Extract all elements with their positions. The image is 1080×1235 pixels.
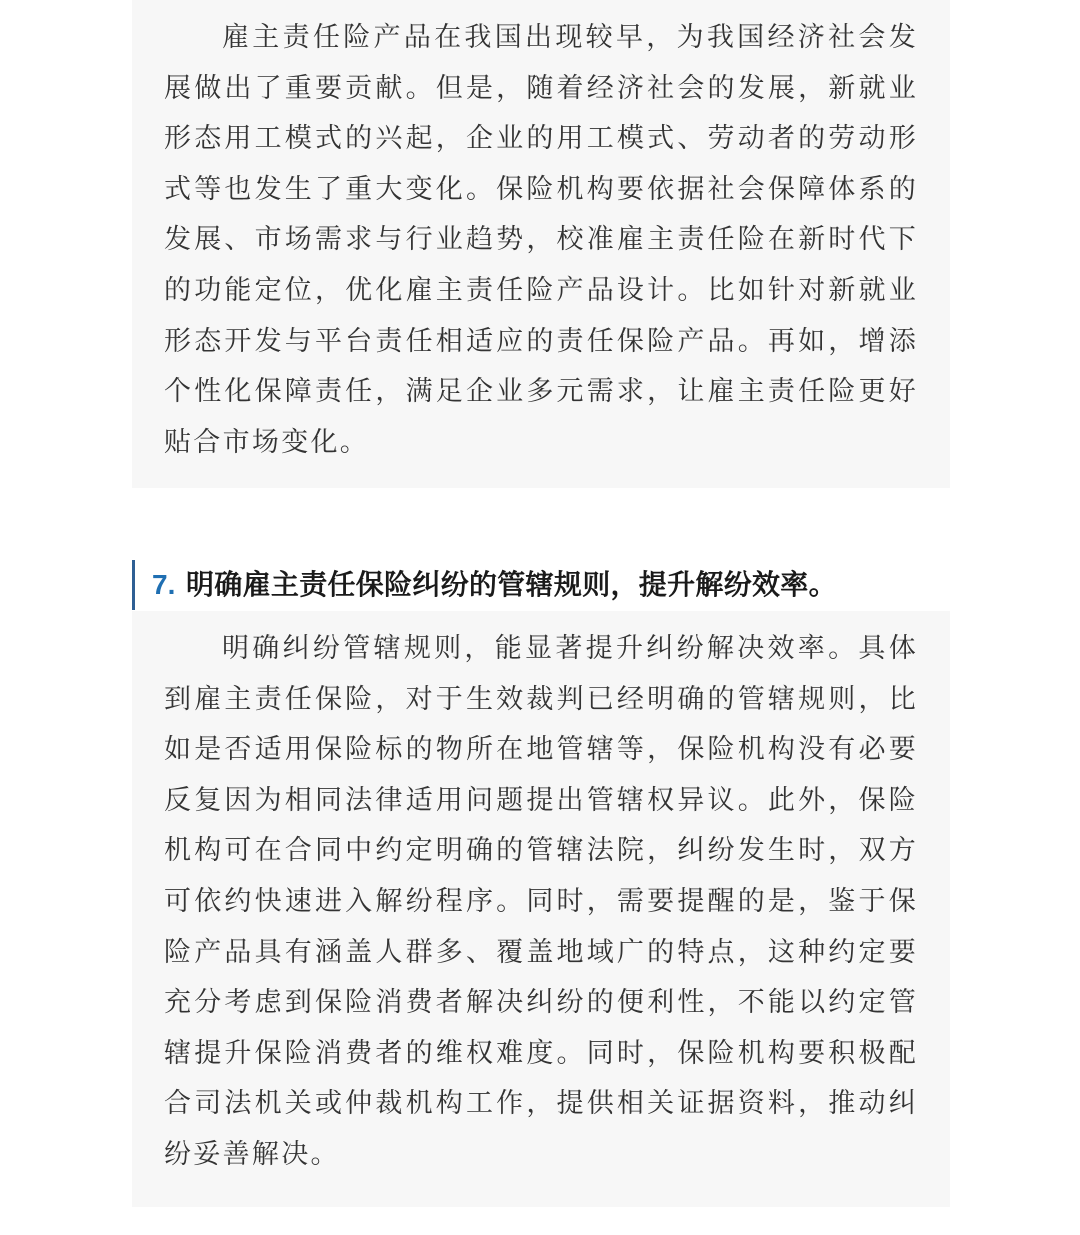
section-7-title: 明确雇主责任保险纠纷的管辖规则，提升解纷效率。 (186, 568, 837, 601)
section-7-paragraph: 明确纠纷管辖规则，能显著提升纠纷解决效率。具体到雇主责任保险，对于生效裁判已经明确的管辖规则，比如是否适用保险标的物所在地管辖等，保险机构没有必要反复因为相同法律适用问题提出管辖权异议。此外，保险机构可在合同中约定明确的管辖法院，纠纷发生时，双方可依约快速进入解纷程序。同时，需要提醒的是，鉴于保险产品具有涵盖人群多、覆盖地域广的特点，这种约定要充分考虑到保险消费者解决纠纷的便利性，不能以约定管辖提升保险消费者的维权难度。同时，保险机构要积极配合司法机关或仲裁机构工作，提供相关证据资料，推动纠纷妥善解决。 (164, 633, 918, 1170)
section-7-number: 7. (152, 569, 176, 600)
heading-accent-bar (132, 560, 135, 610)
section-7-heading (132, 560, 950, 610)
section-6-paragraph: 雇主责任险产品在我国出现较早，为我国经济社会发展做出了重要贡献。但是，随着经济社会的发展，新就业形态用工模式的兴起，企业的用工模式、劳动者的劳动形式等也发生了重大变化。保险机构要依据社会保障体系的发展、市场需求与行业趋势，校准雇主责任险在新时代下的功能定位，优化雇主责任险产品设计。比如针对新就业形态开发与平台责任相适应的责任保险产品。再如，增添个性化保障责任，满足企业多元需求，让雇主责任险更好贴合市场变化。 (164, 22, 918, 458)
section-6-panel (132, 0, 950, 488)
section-7-panel (132, 611, 950, 1207)
